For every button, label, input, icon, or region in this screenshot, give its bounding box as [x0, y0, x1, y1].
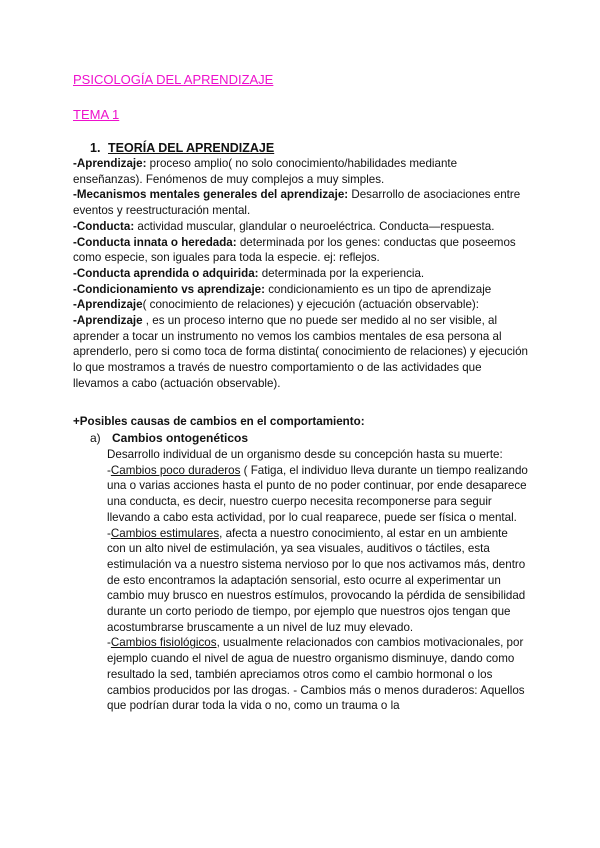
list-item	[107, 526, 529, 636]
item-term: Cambios estimulares,	[110, 526, 223, 540]
definition-paragraph	[73, 156, 528, 187]
definition-text: , es un proceso interno que no puede ser medido al no ser visible, al aprender a tocar un instrumento no vemos los cambios mentales de esa persona al aprenderlo, pero si como toca de forma distinta( conocimiento de relaciones) y ejecución lo que mostramos a través de nuestro comportamiento o de las actividades que llevamos a cabo (actuación observable).	[73, 314, 528, 390]
definition-term: -Aprendizaje	[73, 314, 143, 328]
causes-heading	[73, 414, 528, 430]
definition-paragraph	[73, 235, 528, 266]
definition-term: -Conducta aprendida o adquirida:	[73, 266, 259, 280]
definition-paragraph	[73, 282, 528, 298]
subsection-letter: a)	[90, 431, 101, 445]
item-text: , usualmente relacionados con cambios motivacionales, por ejemplo cuando el nivel de agua de nuestro organismo disminuye, dando como resultado la sed, también apreciamos otros como el cambio hormonal o los cambios producidos por las drogas. - Cambios más o menos duraderos: Aquellos que podrían durar toda la vida o no, como un trauma o la	[107, 636, 525, 713]
tema-heading: TEMA 1	[73, 107, 120, 122]
definitions-block	[73, 156, 528, 392]
subsection-a-heading	[90, 431, 248, 445]
item-prefix: -	[107, 526, 111, 540]
definition-term: -Aprendizaje:	[73, 157, 147, 170]
definition-text: Desarrollo de asociaciones entre eventos y reestructuración mental.	[73, 188, 521, 218]
definition-paragraph	[73, 297, 528, 313]
definition-term: -Aprendizaje	[73, 298, 143, 312]
definition-paragraph	[73, 313, 528, 392]
list-item	[107, 635, 529, 714]
section-title: TEORÍA DEL APRENDIZAJE	[108, 141, 275, 155]
definition-term: -Condicionamiento vs aprendizaje:	[73, 282, 265, 296]
definition-text: proceso amplio( no solo conocimiento/habilidades mediante enseñanzas). Fenómenos de muy complejos a muy simples.	[73, 157, 458, 186]
definition-text: determinada por la experiencia.	[258, 266, 425, 280]
list-item	[107, 463, 529, 526]
section-heading	[90, 141, 274, 155]
definition-paragraph	[73, 266, 528, 282]
item-term: Cambios poco duraderos	[110, 463, 241, 477]
definition-paragraph	[73, 187, 528, 218]
ontogenetic-block	[107, 447, 529, 714]
document-title: PSICOLOGÍA DEL APRENDIZAJE	[73, 72, 274, 87]
definition-term: -Mecanismos mentales generales del aprendizaje:	[73, 188, 349, 202]
definition-text: determinada por los genes: conductas que poseemos como especie, son iguales para toda la especie. ej: reflejos.	[73, 235, 516, 265]
item-text: ( Fatiga, el individuo lleva durante un tiempo realizando una o varias acciones hasta el punto de no poder continuar, por ende desaparece una conducta, es decir, nuestro cuerpo necesita recomponerse para seguir llevando a cabo esta actividad, por lo cual reaparece, puede ser física o mental.	[107, 463, 528, 524]
definition-paragraph	[73, 219, 528, 235]
subsection-intro: Desarrollo individual de un organismo desde su concepción hasta su muerte:	[107, 448, 503, 461]
item-prefix: -	[107, 463, 111, 477]
definition-text: actividad muscular, glandular o neuroeléctrica. Conducta—respuesta.	[134, 219, 495, 233]
definition-term: -Conducta:	[73, 219, 135, 233]
subsection-title: Cambios ontogenéticos	[112, 431, 249, 445]
definition-text: condicionamiento es un tipo de aprendizaje	[264, 282, 492, 296]
item-term: Cambios fisiológicos	[110, 636, 217, 650]
item-text: afecta a nuestro conocimiento, al estar en un ambiente con un alto nivel de estimulación, ya sea visuales, auditivos o táctiles, esta estimulación va a nuestro sistema nervioso por lo que nos activamos más, dentro de esto encontramos la adaptación sensorial, esto ocurre al experimentar un cambio muy brusco en nuestros estímulos, provocando la pérdida de sensibilidad durante un corto periodo de tiempo, por ejemplo que nuestros ojos tengan que acostumbrarse bruscamente a un nivel de luz muy elevado.	[107, 526, 526, 634]
item-prefix: -	[107, 636, 111, 650]
definition-text: ( conocimiento de relaciones) y ejecución (actuación observable):	[142, 298, 479, 312]
section-number: 1.	[90, 141, 101, 155]
definition-term: -Conducta innata o heredada:	[73, 235, 237, 249]
causes-heading-text: +Posibles causas de cambios en el comportamiento:	[73, 415, 365, 428]
